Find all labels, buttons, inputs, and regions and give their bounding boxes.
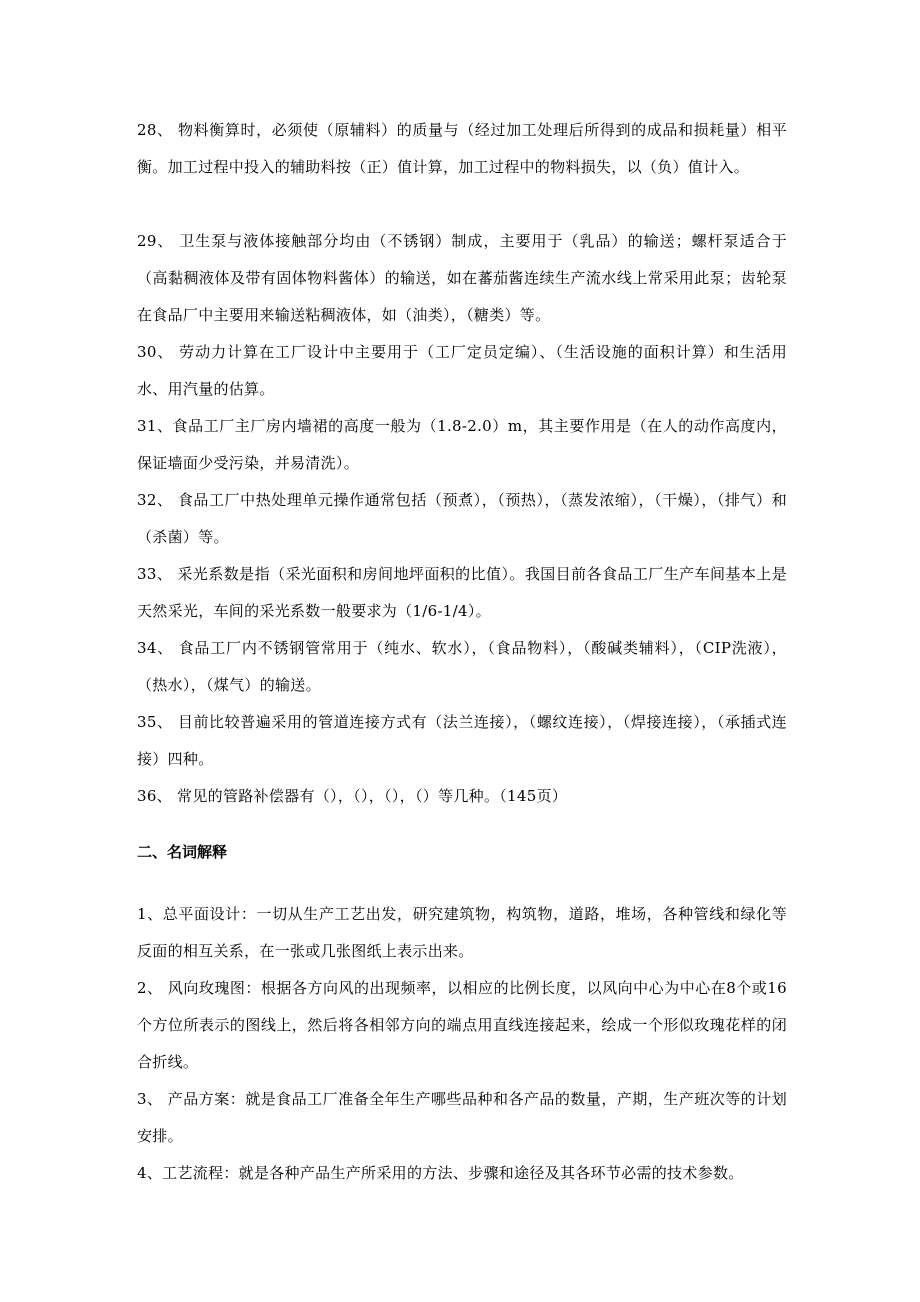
definition-item-4: 4、工艺流程：就是各种产品生产所采用的方法、步骤和途径及其各环节必需的技术参数。: [137, 1164, 744, 1182]
definition-item-2: 2、 风向玫瑰图：根据各方向风的出现频率，以相应的比例长度，以风向中心为中心在8个或16个方位所表示的图线上，然后将各相邻方向的端点用直线连接起来，绘成一个形似玫瑰花样的闭合折线。: [137, 979, 787, 1071]
fill-blank-item-36: 36、 常见的管路补偿器有（），（），（），（）等几种。（145页）: [137, 787, 568, 805]
fill-blank-item-31: 31、食品工厂主厂房内墙裙的高度一般为（1.8-2.0）m，其主要作用是（在人的动作高度内，保证墙面少受污染，并易清洗）。: [137, 417, 787, 472]
fill-blank-item-29: 29、 卫生泵与液体接触部分均由（不锈钢）制成，主要用于（乳品）的输送；螺杆泵适合于（高黏稠液体及带有固体物料酱体）的输送，如在蕃茄酱连续生产流水线上常采用此泵；齿轮泵在食品厂中主要用来输送粘稠液体，如（油类），（糖类）等。: [137, 232, 787, 324]
fill-blank-item-33: 33、 采光系数是指（采光面积和房间地坪面积的比值）。我国目前各食品工厂生产车间基本上是天然采光，车间的采光系数一般要求为（1/6-1/4）。: [137, 565, 787, 620]
fill-blank-item-34: 34、 食品工厂内不锈钢管常用于（纯水、软水），（食品物料），（酸碱类辅料），（CIP洗液），（热水），（煤气）的输送。: [137, 639, 787, 694]
fill-blank-item-35: 35、 目前比较普遍采用的管道连接方式有（法兰连接），（螺纹连接），（焊接连接），（承插式连接）四种。: [137, 713, 787, 768]
fill-blank-item-28: 28、 物料衡算时，必须使（原辅料）的质量与（经过加工处理后所得到的成品和损耗量）相平衡。加工过程中投入的辅助料按（正）值计算，加工过程中的物料损失，以（负）值计入。: [137, 121, 787, 176]
definition-item-1: 1、总平面设计：一切从生产工艺出发，研究建筑物，构筑物，道路，堆场，各种管线和绿化等反面的相互关系，在一张或几张图纸上表示出来。: [137, 905, 787, 960]
definition-item-3: 3、 产品方案：就是食品工厂准备全年生产哪些品种和各产品的数量，产期，生产班次等的计划安排。: [137, 1090, 787, 1145]
fill-blank-item-30: 30、 劳动力计算在工厂设计中主要用于（工厂定员定编）、（生活设施的面积计算）和生活用水、用汽量的估算。: [137, 343, 787, 398]
fill-blank-item-32: 32、 食品工厂中热处理单元操作通常包括（预煮），（预热），（蒸发浓缩），（干燥），（排气）和（杀菌）等。: [137, 491, 787, 546]
section-heading: 二、名词解释: [137, 843, 228, 861]
